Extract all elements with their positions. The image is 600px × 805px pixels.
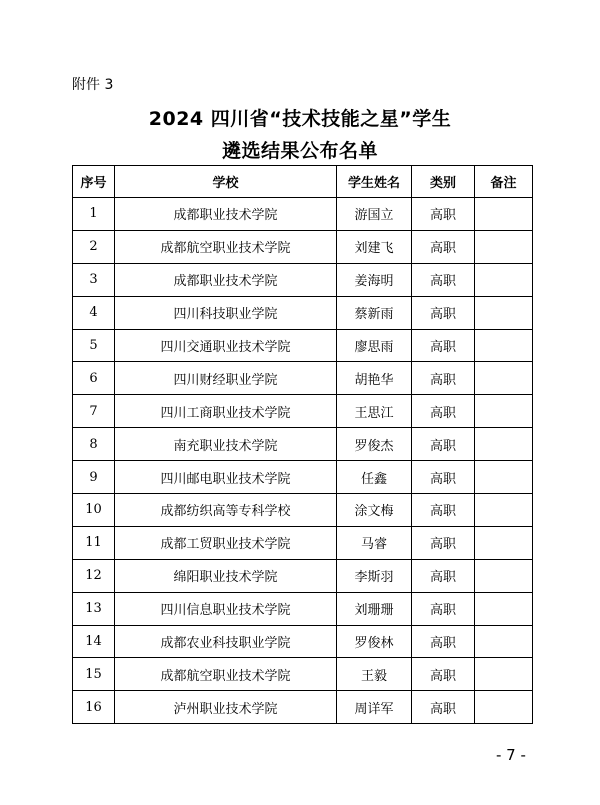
document-title-line1: 2024 四川省“技术技能之星”学生 xyxy=(148,108,452,130)
cell-note xyxy=(475,296,533,329)
cell-name: 周详军 xyxy=(337,691,412,724)
header-name: 学生姓名 xyxy=(337,166,412,198)
cell-note xyxy=(475,461,533,494)
header-category: 类别 xyxy=(412,166,475,198)
cell-category: 高职 xyxy=(412,296,475,329)
cell-school: 四川交通职业技术学院 xyxy=(115,329,337,362)
cell-name: 罗俊林 xyxy=(337,625,412,658)
cell-category: 高职 xyxy=(412,428,475,461)
cell-name: 廖思雨 xyxy=(337,329,412,362)
cell-category: 高职 xyxy=(412,230,475,263)
table-row xyxy=(73,526,533,559)
cell-note xyxy=(475,625,533,658)
table-header-row xyxy=(73,166,533,198)
cell-name: 罗俊杰 xyxy=(337,428,412,461)
header-no: 序号 xyxy=(73,166,115,198)
results-table xyxy=(72,165,533,724)
table-body xyxy=(73,198,533,724)
table-row xyxy=(73,329,533,362)
cell-school: 四川邮电职业技术学院 xyxy=(115,461,337,494)
cell-note xyxy=(475,592,533,625)
cell-note xyxy=(475,198,533,231)
cell-note xyxy=(475,526,533,559)
cell-school: 四川工商职业技术学院 xyxy=(115,395,337,428)
table-row xyxy=(73,230,533,263)
cell-category: 高职 xyxy=(412,559,475,592)
table-row xyxy=(73,198,533,231)
table-row xyxy=(73,428,533,461)
cell-no: 8 xyxy=(73,428,115,461)
cell-note xyxy=(475,691,533,724)
cell-name: 刘建飞 xyxy=(337,230,412,263)
cell-note xyxy=(475,329,533,362)
cell-note xyxy=(475,428,533,461)
cell-no: 2 xyxy=(73,230,115,263)
cell-school: 成都职业技术学院 xyxy=(115,263,337,296)
cell-no: 13 xyxy=(73,592,115,625)
cell-school: 泸州职业技术学院 xyxy=(115,691,337,724)
cell-no: 10 xyxy=(73,494,115,527)
table-row xyxy=(73,395,533,428)
cell-school: 成都农业科技职业学院 xyxy=(115,625,337,658)
cell-category: 高职 xyxy=(412,494,475,527)
cell-name: 任鑫 xyxy=(337,461,412,494)
cell-note xyxy=(475,230,533,263)
cell-category: 高职 xyxy=(412,198,475,231)
cell-category: 高职 xyxy=(412,625,475,658)
table-row xyxy=(73,559,533,592)
cell-name: 王思江 xyxy=(337,395,412,428)
cell-category: 高职 xyxy=(412,395,475,428)
document-title-line2: 遴选结果公布名单 xyxy=(221,140,378,162)
cell-category: 高职 xyxy=(412,461,475,494)
cell-note xyxy=(475,263,533,296)
cell-category: 高职 xyxy=(412,362,475,395)
cell-school: 成都职业技术学院 xyxy=(115,198,337,231)
cell-name: 李斯羽 xyxy=(337,559,412,592)
table-row xyxy=(73,362,533,395)
cell-category: 高职 xyxy=(412,592,475,625)
cell-school: 四川科技职业学院 xyxy=(115,296,337,329)
header-school: 学校 xyxy=(115,166,337,198)
cell-category: 高职 xyxy=(412,263,475,296)
cell-category: 高职 xyxy=(412,329,475,362)
cell-no: 7 xyxy=(73,395,115,428)
cell-school: 成都纺织高等专科学校 xyxy=(115,494,337,527)
cell-name: 姜海明 xyxy=(337,263,412,296)
cell-no: 11 xyxy=(73,526,115,559)
cell-note xyxy=(475,494,533,527)
table-row xyxy=(73,296,533,329)
page-number: - 7 - xyxy=(496,746,526,764)
cell-school: 绵阳职业技术学院 xyxy=(115,559,337,592)
cell-no: 15 xyxy=(73,658,115,691)
cell-note xyxy=(475,658,533,691)
cell-name: 游国立 xyxy=(337,198,412,231)
table-row xyxy=(73,592,533,625)
table-row xyxy=(73,691,533,724)
cell-no: 9 xyxy=(73,461,115,494)
cell-note xyxy=(475,362,533,395)
table-row xyxy=(73,625,533,658)
cell-name: 涂文梅 xyxy=(337,494,412,527)
cell-school: 成都航空职业技术学院 xyxy=(115,658,337,691)
table-row xyxy=(73,494,533,527)
table-row xyxy=(73,461,533,494)
header-note: 备注 xyxy=(475,166,533,198)
cell-no: 14 xyxy=(73,625,115,658)
cell-name: 马睿 xyxy=(337,526,412,559)
cell-no: 6 xyxy=(73,362,115,395)
cell-no: 12 xyxy=(73,559,115,592)
cell-school: 成都工贸职业技术学院 xyxy=(115,526,337,559)
cell-name: 蔡新雨 xyxy=(337,296,412,329)
cell-school: 成都航空职业技术学院 xyxy=(115,230,337,263)
table-row xyxy=(73,658,533,691)
cell-no: 5 xyxy=(73,329,115,362)
cell-school: 四川信息职业技术学院 xyxy=(115,592,337,625)
table-row xyxy=(73,263,533,296)
cell-school: 四川财经职业学院 xyxy=(115,362,337,395)
cell-name: 王毅 xyxy=(337,658,412,691)
cell-no: 4 xyxy=(73,296,115,329)
cell-no: 1 xyxy=(73,198,115,231)
cell-category: 高职 xyxy=(412,658,475,691)
cell-category: 高职 xyxy=(412,691,475,724)
cell-category: 高职 xyxy=(412,526,475,559)
attachment-label: 附件 3 xyxy=(72,77,114,93)
cell-note xyxy=(475,559,533,592)
cell-name: 刘珊珊 xyxy=(337,592,412,625)
cell-school: 南充职业技术学院 xyxy=(115,428,337,461)
cell-no: 16 xyxy=(73,691,115,724)
cell-name: 胡艳华 xyxy=(337,362,412,395)
cell-no: 3 xyxy=(73,263,115,296)
cell-note xyxy=(475,395,533,428)
